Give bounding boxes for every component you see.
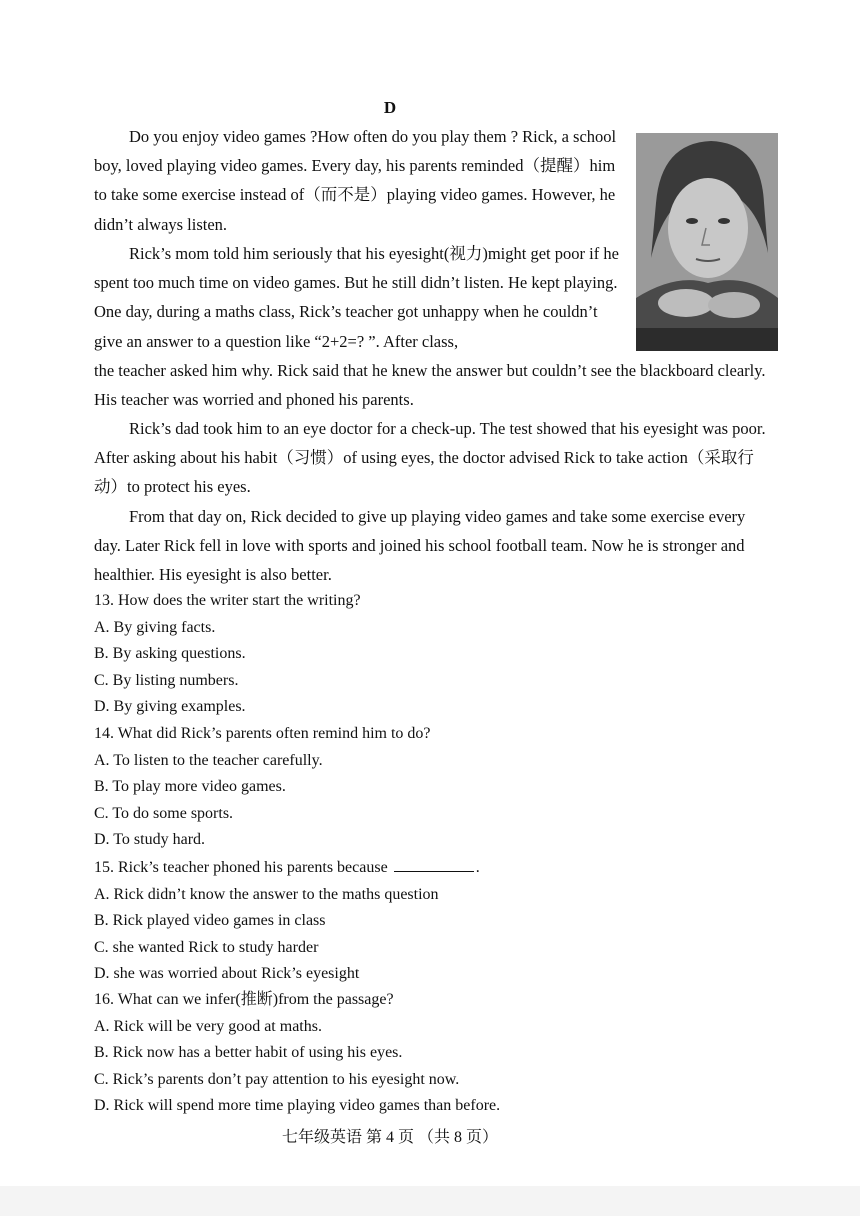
option-b[interactable]: B. Rick played video games in class	[94, 912, 326, 929]
paragraph-2-part-a: Rick’s mom told him seriously that his eyesight(视力)might get poor if he spent too much time on video games. But he still didn’t listen. He kept playing. One day, during a maths class, Rick’s teacher got unhappy when he couldn’t give an answer to a question like “2+2=? ”. After class,	[94, 244, 619, 351]
question-15	[94, 855, 480, 988]
paragraph-2	[94, 239, 770, 414]
option-b[interactable]: B. By asking questions.	[94, 645, 246, 662]
paragraph-3: Rick’s dad took him to an eye doctor for a check-up. The test showed that his eyesight was poor. After asking about his habit（习惯）of using eyes, the doctor advised Rick to take action（采取行动）to protect his eyes.	[94, 419, 766, 497]
bottom-margin	[0, 1186, 860, 1216]
question-stem: 13. How does the writer start the writing?	[94, 592, 361, 609]
option-c[interactable]: C. By listing numbers.	[94, 671, 239, 689]
option-a[interactable]: A. Rick will be very good at maths.	[94, 1017, 322, 1035]
option-c[interactable]: C. Rick’s parents don’t pay attention to his eyesight now.	[94, 1070, 460, 1088]
option-d[interactable]: D. To study hard.	[94, 831, 206, 848]
option-d[interactable]: D. she was worried about Rick’s eyesight	[94, 965, 360, 982]
question-stem: 14. What did Rick’s parents often remind him to do?	[94, 725, 431, 742]
paragraph-4: From that day on, Rick decided to give up playing video games and take some exercise every day. Later Rick fell in love with sports and joined his school football team. Now he is stronger and healthier. His eyesight is also better.	[94, 507, 746, 585]
question-13	[94, 588, 361, 721]
question-16	[94, 987, 500, 1120]
option-c[interactable]: C. To do some sports.	[94, 804, 234, 822]
option-b[interactable]: B. To play more video games.	[94, 778, 286, 795]
question-stem-end: .	[475, 859, 480, 876]
page-footer: 七年级英语 第 4 页 （共 8 页）	[281, 1129, 498, 1146]
paragraph-2-part-b: the teacher asked him why. Rick said that he knew the answer but couldn’t see the blackboard clearly. His teacher was worried and phoned his parents.	[94, 360, 766, 410]
paragraph-1: Do you enjoy video games ?How often do you play them ? Rick, a school boy, loved playing video games. Every day, his parents reminded（提醒）him to take some exercise instead of（而不是）playing video games. However, he didn’t always listen.	[94, 127, 617, 234]
option-d[interactable]: D. Rick will spend more time playing video games than before.	[94, 1097, 501, 1114]
question-stem-text: 15. Rick’s teacher phoned his parents because	[94, 859, 388, 876]
option-a[interactable]: A. By giving facts.	[94, 618, 216, 636]
option-d[interactable]: D. By giving examples.	[94, 698, 246, 715]
option-a[interactable]: A. Rick didn’t know the answer to the maths question	[94, 885, 439, 903]
answer-blank	[394, 857, 474, 872]
question-14	[94, 721, 431, 854]
option-c[interactable]: C. she wanted Rick to study harder	[94, 938, 319, 956]
question-stem: 16. What can we infer(推断)from the passage?	[94, 991, 394, 1008]
option-b[interactable]: B. Rick now has a better habit of using his eyes.	[94, 1044, 403, 1061]
option-a[interactable]: A. To listen to the teacher carefully.	[94, 751, 323, 769]
question-stem	[94, 855, 480, 882]
section-title: D	[383, 98, 397, 117]
